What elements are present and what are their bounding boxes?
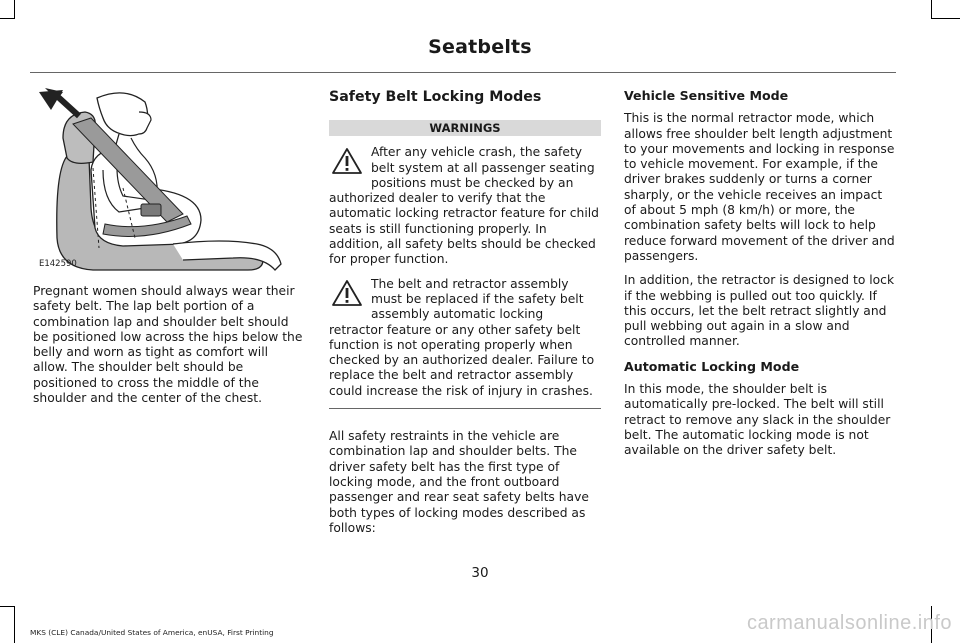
column-3 <box>624 88 896 468</box>
crop-mark <box>0 18 14 19</box>
subheading-vehicle-sensitive-mode: Vehicle Sensitive Mode <box>624 88 789 103</box>
retractor-paragraph: In addition, the retractor is designed to lock if the webbing is pulled out too quickly. If this occurs, let the belt retract slightly and pull webbing out again in a slow and controlled manner. <box>624 273 895 349</box>
page-number: 30 <box>471 565 489 581</box>
vehicle-sensitive-paragraph: This is the normal retractor mode, which allows free shoulder belt length adjustment to your movements and locking in response to vehicle movement. For example, if the driver brakes suddenly or turns a corner sharply, or the vehicle receives an impact of about 5 mph (8 km/h) or more, the combination safety belts will lock to help reduce forward movement of the driver and passengers. <box>624 111 895 263</box>
column-1 <box>33 88 305 415</box>
crop-mark <box>0 606 14 607</box>
warning-triangle-icon <box>331 147 363 175</box>
subheading-automatic-locking-mode: Automatic Locking Mode <box>624 358 800 374</box>
pregnant-seatbelt-icon <box>33 88 305 276</box>
title-divider <box>30 72 896 73</box>
warning-triangle-icon <box>331 279 363 307</box>
crop-mark <box>14 606 15 643</box>
watermark: carmanualsonline.info <box>746 612 952 634</box>
warnings-divider <box>329 408 601 409</box>
page-title: Seatbelts <box>428 36 532 58</box>
crop-mark <box>14 0 15 19</box>
crop-mark <box>931 0 932 19</box>
warnings-banner: WARNINGS <box>329 120 601 136</box>
section-heading: Safety Belt Locking Modes <box>329 89 542 105</box>
pregnancy-paragraph: Pregnant women should always wear their safety belt. The lap belt portion of a combination lap and shoulder belt should be positioned low across the hips below the belly and worn as tight as comfort will allow. The shoulder belt should be positioned to cross the middle of the shoulder and the center of the chest. <box>33 284 303 406</box>
warning-text: The belt and retractor assembly must be replaced if the safety belt assembly automatic locking retractor feature or any other safety belt function is not operating properly when checked by an authorized dealer. Failure to replace the belt and retractor assembly could increase the risk of injury in crashes. <box>329 276 595 398</box>
restraints-paragraph: All safety restraints in the vehicle are combination lap and shoulder belts. The driver safety belt has the first type of locking mode, and the front outboard passenger and rear seat safety belts have both types of locking modes described as follows: <box>329 429 589 535</box>
warning-text: After any vehicle crash, the safety belt system at all passenger seating positions must be checked by an authorized dealer to verify that the automatic locking retractor feature for child seats is still functioning properly. In addition, all safety belts should be checked for proper function. <box>329 145 599 267</box>
warning-block <box>329 145 601 267</box>
column-2 <box>329 88 601 545</box>
warning-block <box>329 277 601 399</box>
footer-text: MKS (CLE) Canada/United States of America, enUSA, First Printing <box>30 628 274 637</box>
image-code: E142590 <box>39 258 77 269</box>
crop-mark <box>931 18 960 19</box>
automatic-locking-paragraph: In this mode, the shoulder belt is automatically pre-locked. The belt will still retract to remove any slack in the shoulder belt. The automatic locking mode is not available on the driver safety belt. <box>624 382 891 458</box>
pregnant-seatbelt-illustration <box>33 88 305 276</box>
